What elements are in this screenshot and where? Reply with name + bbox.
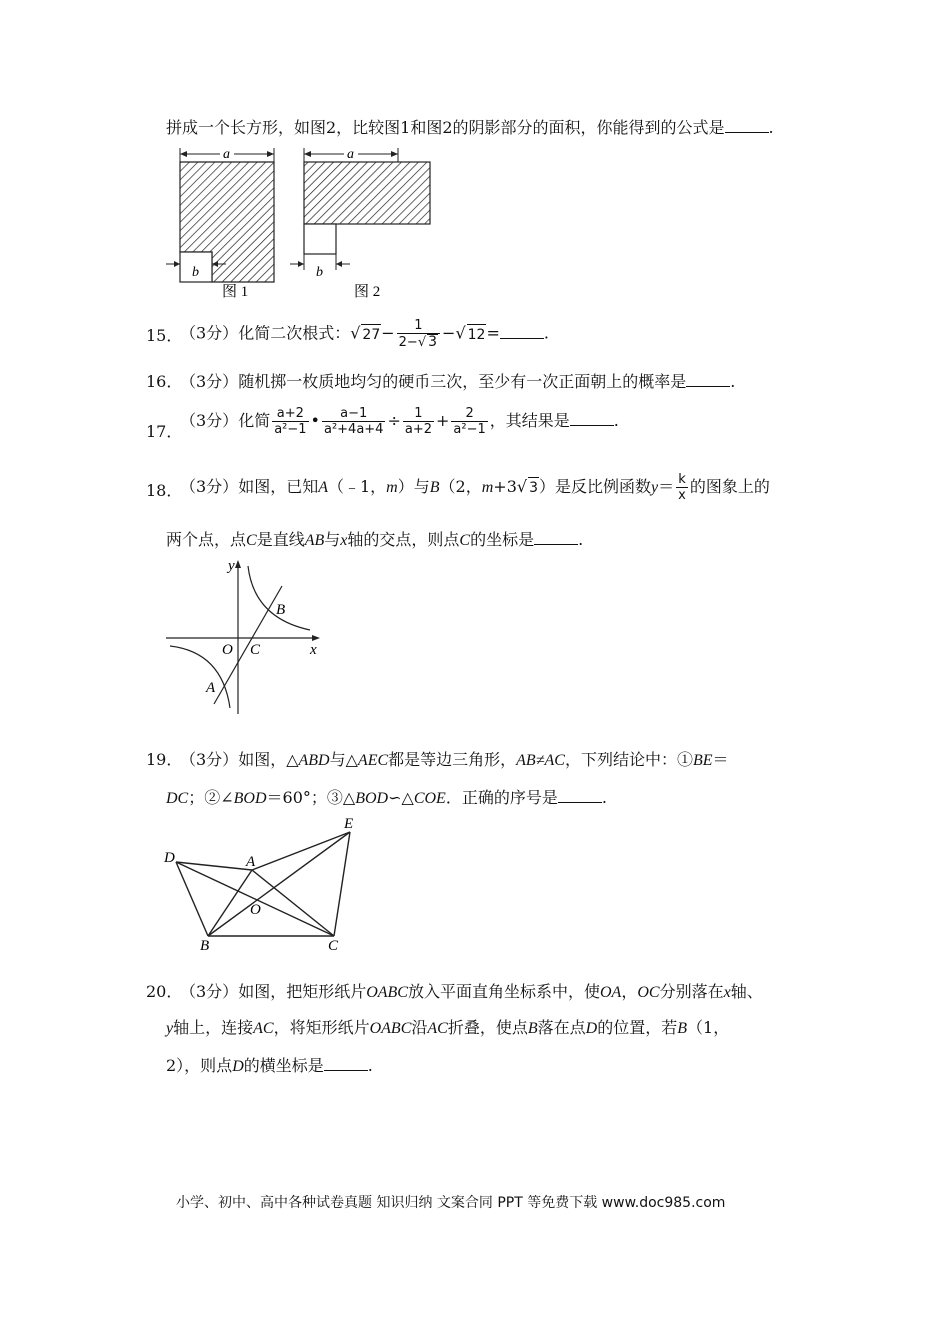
point-a-label: A bbox=[246, 854, 256, 870]
q17-number: 17． bbox=[146, 422, 183, 441]
q20-line-1: （3分）如图，把矩形纸片OABC放入平面直角坐标系中，使OA，OC分别落在x轴、 bbox=[180, 982, 763, 1001]
axis-y-label: y bbox=[228, 558, 235, 574]
q16-text: （3分）随机掷一枚质地均匀的硬币三次，至少有一次正面朝上的概率是 . bbox=[180, 372, 736, 391]
q18-figure bbox=[160, 556, 330, 718]
caption-fig-2: 图 2 bbox=[354, 284, 381, 300]
caption-fig-1: 图 1 bbox=[222, 284, 249, 300]
q20-line-3: 2），则点D的横坐标是 . bbox=[166, 1056, 373, 1075]
page-footer: 小学、初中、高中各种试卷真题 知识归纳 文案合同 PPT 等免费下载 www.doc985.com bbox=[176, 1195, 726, 1211]
q16-number: 16． bbox=[146, 372, 183, 391]
figure-14 bbox=[160, 140, 460, 300]
q18-line-1: （3分）如图，已知A（﹣1，m）与B（2，m+3√ 3）是反比例函数y＝ $\frac{k}{x}$ 的图象上的 bbox=[180, 472, 770, 503]
q19-number: 19． bbox=[146, 750, 183, 769]
label-b: b bbox=[192, 265, 199, 280]
answer-blank bbox=[570, 411, 614, 426]
label-b-2: b bbox=[316, 265, 323, 280]
origin-label: O bbox=[222, 642, 233, 658]
q15-fraction: $\frac{1}{2-√ 3}$ bbox=[397, 318, 440, 350]
point-o-label: O bbox=[250, 902, 261, 918]
point-a-label: A bbox=[206, 680, 216, 696]
answer-blank bbox=[534, 530, 578, 545]
q18-line-2: 两个点，点C是直线AB与x轴的交点，则点C的坐标是 . bbox=[166, 530, 584, 549]
point-d-label: D bbox=[164, 850, 175, 866]
q19-figure bbox=[160, 812, 370, 954]
q20-line-2: y轴上，连接AC，将矩形纸片OABC沿AC折叠，使点B落在点D的位置，若B（1， bbox=[166, 1018, 730, 1037]
q15-number: 15． bbox=[146, 326, 183, 345]
q20-number: 20． bbox=[146, 982, 183, 1001]
answer-blank bbox=[500, 324, 544, 339]
answer-blank bbox=[324, 1056, 368, 1071]
q14-text: 拼成一个长方形，如图2，比较图1和图2的阴影部分的面积，你能得到的公式是 . bbox=[166, 118, 774, 137]
axis-x-label: x bbox=[310, 642, 317, 658]
label-a: a bbox=[223, 147, 230, 162]
answer-blank bbox=[725, 118, 769, 133]
point-c-label: C bbox=[328, 938, 339, 954]
q18-number: 18． bbox=[146, 481, 183, 500]
point-b-label: B bbox=[276, 602, 286, 618]
point-e-label: E bbox=[344, 816, 354, 832]
point-c-label: C bbox=[250, 642, 261, 658]
q19-line-2: DC；②∠BOD＝60°；③△BOD∽△COE．正确的序号是 . bbox=[166, 788, 607, 807]
q17-text: （3分）化简 $\frac{a+2}{\text{a²−1}}$ • $\frac{a-1}{\text{a²+4a+4}}$ ÷ $\frac{1}{a+2}$ + $\frac{2}{\text{a²−1}}$ ，其结果是 . bbox=[180, 406, 619, 437]
answer-blank bbox=[686, 372, 730, 387]
figure-2 bbox=[290, 146, 430, 300]
q15-text: （3分）化简二次根式：√ 27− $\frac{1}{2-√ 3}$ −√ 12= . bbox=[180, 318, 549, 350]
point-b-label: B bbox=[200, 938, 210, 954]
q19-line-1: （3分）如图，△ABD与△AEC都是等边三角形，AB≠AC，下列结论中：①BE＝ bbox=[180, 750, 729, 769]
answer-blank bbox=[558, 788, 602, 803]
figure-1 bbox=[166, 146, 274, 300]
label-a-2: a bbox=[347, 147, 354, 162]
